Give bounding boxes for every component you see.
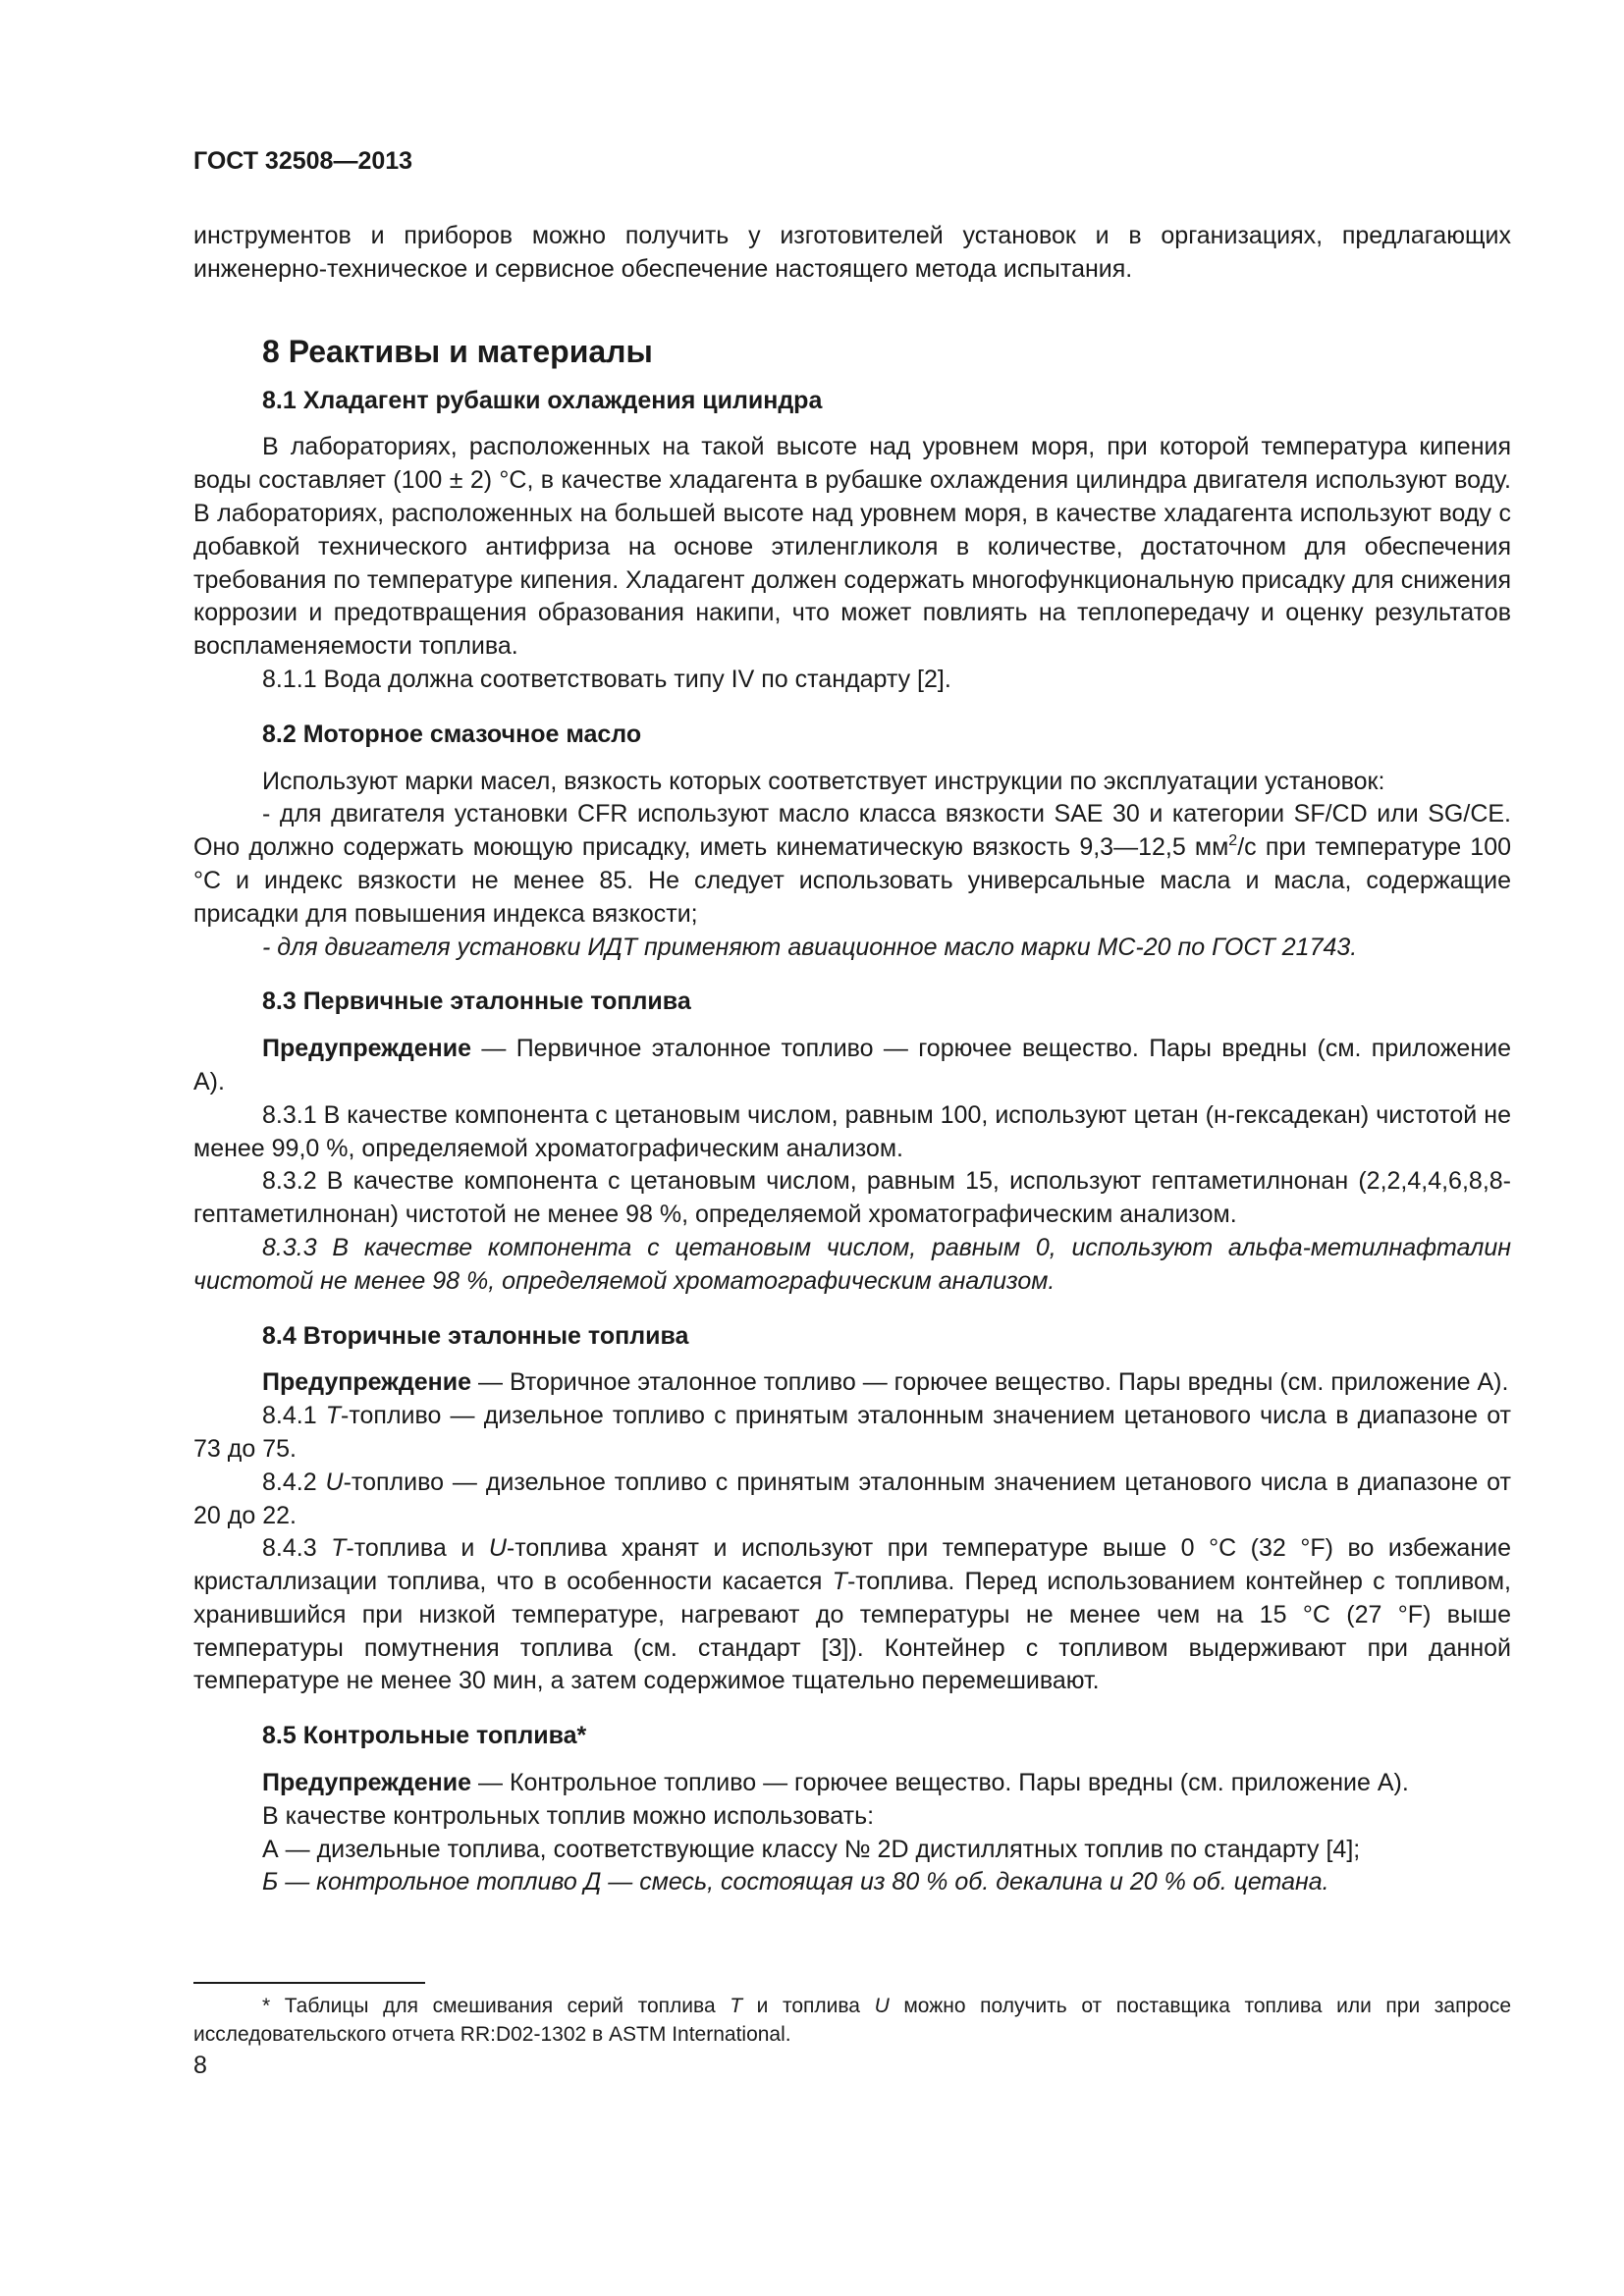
page-content [193, 220, 1511, 1899]
text-run: U [325, 1468, 344, 1496]
text-run: Т [331, 1534, 347, 1563]
section-8-1-1-paragraph: 8.1.1 Вода должна соответствовать типу IV по стандарту [2]. [262, 665, 951, 693]
section-8-5-title: 8.5 Контрольные топлива* [262, 1722, 587, 1750]
warning-text: — Контрольное топливо — горючее вещество. Пары вредны (см. приложение А). [471, 1769, 1409, 1797]
warning-text: — Вторичное эталонное топливо — горючее вещество. Пары вредны (см. приложение А). [471, 1368, 1509, 1397]
section-8-title: 8 Реактивы и материалы [262, 333, 653, 369]
text-run: -топливо — дизельное топливо с принятым эталонным значением цетанового числа в диапазоне от 73 до 75. [193, 1402, 1511, 1463]
text-run: -топлива хранят и используют при температуре выше 0 °С (32 °F) во избежание кристаллизации топлива, что в особенности касается [193, 1534, 1511, 1596]
section-8-1-paragraph: В лабораториях, расположенных на такой высоте над уровнем моря, при которой температура кипения воды составляет (100 ± 2) °С, в качестве хладагента в рубашке охлаждения цилиндра двигателя используют воду. В лабораториях, расположенных на большей высоте над уровнем моря, в качестве хладагента используют воду с добавкой технического антифриза на основе этиленгликоля в количестве, достаточном для обеспечения требования по температуре кипения. Хладагент должен содержать многофункциональную присадку для снижения коррозии и предотвращения образования накипи, что может повлиять на теплопередачу и оценку результатов воспламеняемости топлива. [193, 433, 1511, 661]
section-8-3-title: 8.3 Первичные эталонные топлива [262, 988, 691, 1016]
footnote [193, 1992, 1511, 2049]
document-header: ГОСТ 32508—2013 [193, 147, 413, 175]
text-run: можно получить от поставщика топлива или при запросе исследовательского отчета RR:D02-1302 в ASTM International. [193, 1995, 1511, 2046]
section-8-5-item-a: А — дизельные топлива, соответствующие классу № 2D дистиллятных топлив по стандарту [4]; [262, 1835, 1361, 1863]
section-8-3-2-paragraph: 8.3.2 В качестве компонента с цетановым числом, равным 15, используют гептаметилнонан (2,2,4,4,6,8,8-гептаметилнонан) чистотой не менее 98 %, определяемой хроматографическим анализом. [193, 1167, 1511, 1229]
text-run: 8.4.3 [262, 1534, 332, 1563]
text-run: /с при температуре 100 °С и индекс вязкости не менее 85. Не следует использовать универсальные масла и масла, содержащие присадки для повышения индекса вязкости; [193, 833, 1511, 928]
text-run: 8.4.2 [262, 1468, 326, 1496]
text-run: - для двигателя установки CFR используют масло класса вязкости SAE 30 и категории SF/CD или SG/CE. Оно должно содержать моющую присадку, иметь кинематическую вязкость 9,3—12,5 мм [193, 800, 1511, 862]
text-run: -топлива и [346, 1534, 489, 1563]
section-8-2-title: 8.2 Моторное смазочное масло [262, 720, 642, 748]
text-run: U [874, 1995, 890, 2017]
section-8-4-title: 8.4 Вторичные эталонные топлива [262, 1321, 689, 1350]
text-run: Т [730, 1995, 743, 2017]
text-run: 8.4.1 [262, 1402, 326, 1430]
text-run: * Таблицы для смешивания серий топлива [262, 1995, 731, 2017]
section-8-3-1-paragraph: 8.3.1 В качестве компонента с цетановым числом, равным 100, используют цетан (н-гексадекан) чистотой не менее 99,0 %, определяемой хроматографическим анализом. [193, 1100, 1511, 1162]
footnote-divider [193, 1982, 425, 1984]
section-8-1-title: 8.1 Хладагент рубашки охлаждения цилиндра [262, 386, 823, 414]
warning-label: Предупреждение [262, 1035, 472, 1063]
intro-paragraph: инструментов и приборов можно получить у изготовителей установок и в организациях, предлагающих инженерно-техническое и сервисное обеспечение настоящего метода испытания. [193, 222, 1511, 283]
superscript: 2 [1228, 832, 1238, 850]
page-number: 8 [193, 2052, 207, 2079]
section-8-4-1-paragraph [193, 1400, 1511, 1467]
section-8-5-paragraph-1: В качестве контрольных топлив можно использовать: [262, 1801, 875, 1830]
warning-label: Предупреждение [262, 1769, 472, 1797]
text-run: -топлива. Перед использованием контейнер с топливом, хранившийся при низкой температуре, нагревают до температуры не менее чем на 15 °С (27 °F) выше температуры помутнения топлива (см. стандарт [3]). Контейнер с топливом выдерживают при данной температуре не менее 30 мин, а затем содержимое тщательно перемешивают. [193, 1568, 1511, 1695]
text-run: Т [832, 1568, 847, 1596]
text-run: U [488, 1534, 507, 1563]
section-8-3-warning [193, 1033, 1511, 1099]
warning-text: — Первичное эталонное топливо — горючее вещество. Пары вредны (см. приложение А). [193, 1035, 1511, 1095]
warning-label: Предупреждение [262, 1368, 472, 1397]
section-8-5-warning [193, 1767, 1511, 1800]
section-8-4-3-paragraph [193, 1532, 1511, 1698]
text-run: Т [325, 1402, 342, 1430]
section-8-4-warning [193, 1366, 1511, 1400]
section-8-2-paragraph-3: - для двигателя установки ИДТ применяют авиационное масло марки МС-20 по ГОСТ 21743. [262, 933, 1358, 961]
text-run: -топливо — дизельное топливо с принятым эталонным значением цетанового числа в диапазоне от 20 до 22. [193, 1468, 1511, 1529]
section-8-5-item-b: Б — контрольное топливо Д — смесь, состоящая из 80 % об. декалина и 20 % об. цетана. [262, 1868, 1329, 1896]
section-8-2-paragraph-2 [193, 798, 1511, 931]
text-run: и топлива [742, 1995, 875, 2017]
section-8-2-paragraph-1: Используют марки масел, вязкость которых соответствует инструкции по эксплуатации установок: [262, 767, 1385, 795]
section-8-3-3-paragraph: 8.3.3 В качестве компонента с цетановым числом, равным 0, используют альфа-метилнафталин чистотой не менее 98 %, определяемой хроматографическим анализом. [193, 1233, 1511, 1295]
section-8-4-2-paragraph [193, 1467, 1511, 1533]
